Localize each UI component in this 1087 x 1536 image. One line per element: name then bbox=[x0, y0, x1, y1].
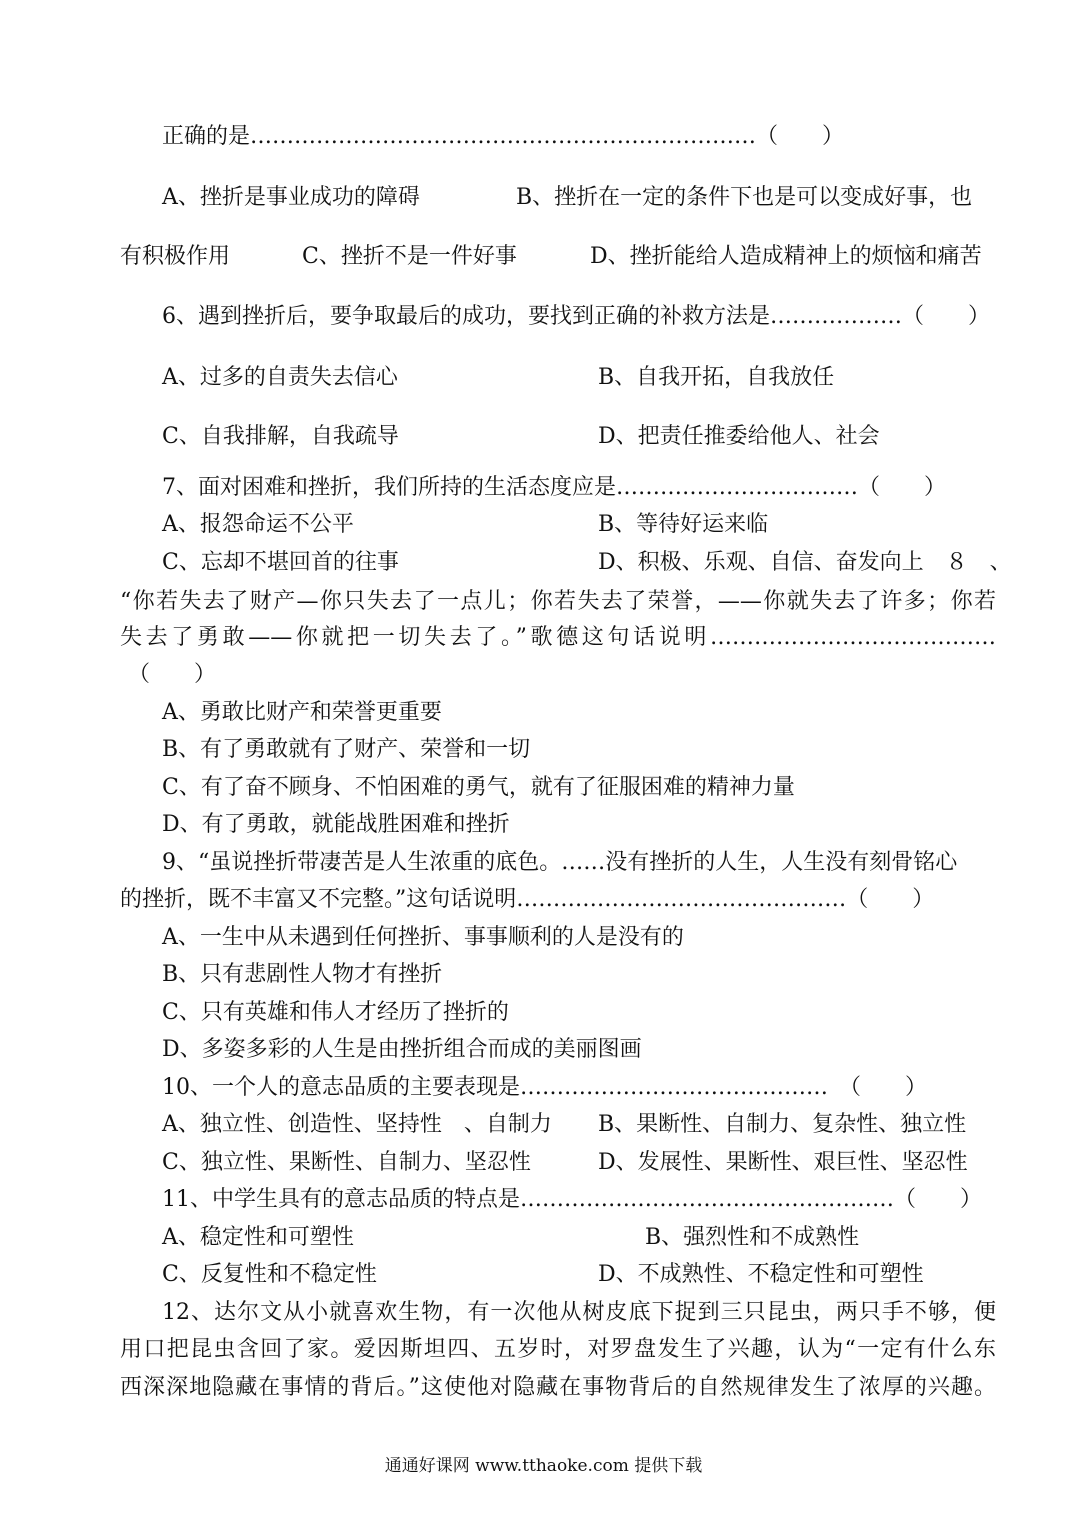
q9-option-c: C、只有英雄和伟人才经历了挫折的 bbox=[162, 1000, 509, 1025]
q5-option-b: B、挫折在一定的条件下也是可以变成好事，也 bbox=[516, 185, 973, 210]
q7-option-d: D、积极、乐观、自信、奋发向上 ８ 、 bbox=[598, 550, 1012, 575]
q6-option-c: C、自我排解，自我疏导 bbox=[162, 424, 399, 449]
q9-option-b: B、只有悲剧性人物才有挫折 bbox=[162, 962, 443, 987]
q9-stem-line1: 9、“虽说挫折带凄苦是人生浓重的底色。……没有挫折的人生，人生没有刻骨铭心 bbox=[162, 850, 958, 875]
q8-option-c: C、有了奋不顾身、不怕困难的勇气，就有了征服困难的精神力量 bbox=[162, 775, 795, 800]
q12-stem-line1: 12、达尔文从小就喜欢生物，有一次他从树皮底下捉到三只昆虫，两只手不够，便 bbox=[162, 1300, 996, 1325]
q6-option-b: B、自我开拓，自我放任 bbox=[598, 365, 835, 390]
q5-option-d: D、挫折能给人造成精神上的烦恼和痛苦 bbox=[590, 244, 982, 269]
q8-stem-line2: 失去了勇敢——你就把一切失去了。”歌德这句话说明………………………………… bbox=[120, 625, 996, 650]
q8-option-a: A、勇敢比财产和荣誉更重要 bbox=[162, 700, 442, 725]
q11-option-a: A、稳定性和可塑性 bbox=[162, 1225, 354, 1250]
q8-answer-bracket: （ ） bbox=[128, 662, 217, 687]
q10-option-d: D、发展性、果断性、艰巨性、坚忍性 bbox=[598, 1150, 968, 1175]
q10-option-c: C、独立性、果断性、自制力、坚忍性 bbox=[162, 1150, 531, 1175]
q10-option-a: A、独立性、创造性、坚持性 、自制力 bbox=[162, 1112, 552, 1137]
page-footer: 通通好课网 www.tthaoke.com 提供下载 bbox=[384, 1456, 703, 1476]
q11-stem: 11、中学生具有的意志品质的特点是……………………………………………（ ） bbox=[162, 1187, 982, 1212]
q9-option-d: D、多姿多彩的人生是由挫折组合而成的美丽图画 bbox=[162, 1037, 642, 1062]
q10-stem: 10、一个人的意志品质的主要表现是…………………………………… （ ） bbox=[162, 1075, 927, 1100]
q8-option-b: B、有了勇敢就有了财产、荣誉和一切 bbox=[162, 737, 531, 762]
q9-option-a: A、一生中从未遇到任何挫折、事事顺利的人是没有的 bbox=[162, 925, 684, 950]
q5-option-b-end: 有积极作用 bbox=[120, 244, 231, 269]
q12-stem-line3: 西深深地隐藏在事情的背后。”这使他对隐藏在事物背后的自然规律发生了浓厚的兴趣。 bbox=[120, 1375, 996, 1400]
q5-option-c: C、挫折不是一件好事 bbox=[302, 244, 517, 269]
q7-stem: 7、面对困难和挫折，我们所持的生活态度应是……………………………（ ） bbox=[162, 475, 946, 500]
q7-option-c: C、忘却不堪回首的往事 bbox=[162, 550, 399, 575]
q5-stem-tail: 正确的是……………………………………………………………（ ） bbox=[162, 124, 845, 149]
q6-option-d: D、把责任推委给他人、社会 bbox=[598, 424, 880, 449]
q10-option-b: B、果断性、自制力、复杂性、独立性 bbox=[598, 1112, 967, 1137]
q11-option-d: D、不成熟性、不稳定性和可塑性 bbox=[598, 1262, 924, 1287]
q12-stem-line2: 用口把昆虫含回了家。爱因斯坦四、五岁时，对罗盘发生了兴趣，认为“一定有什么东 bbox=[120, 1337, 996, 1362]
q11-option-b: B、强烈性和不成熟性 bbox=[645, 1225, 860, 1250]
q8-option-d: D、有了勇敢，就能战胜困难和挫折 bbox=[162, 812, 510, 837]
q8-stem-line1: “你若失去了财产—你只失去了一点儿；你若失去了荣誉，——你就失去了许多；你若 bbox=[120, 589, 996, 614]
q11-option-c: C、反复性和不稳定性 bbox=[162, 1262, 377, 1287]
q5-option-a: A、挫折是事业成功的障碍 bbox=[162, 185, 420, 210]
q7-option-b: B、等待好运来临 bbox=[598, 512, 769, 537]
q6-stem: 6、遇到挫折后，要争取最后的成功，要找到正确的补救方法是………………（ ） bbox=[162, 304, 990, 329]
q7-option-a: A、报怨命运不公平 bbox=[162, 512, 354, 537]
q6-option-a: A、过多的自责失去信心 bbox=[162, 365, 398, 390]
q9-stem-line2: 的挫折，既不丰富又不完整。”这句话说明………………………………………（ ） bbox=[120, 887, 935, 912]
